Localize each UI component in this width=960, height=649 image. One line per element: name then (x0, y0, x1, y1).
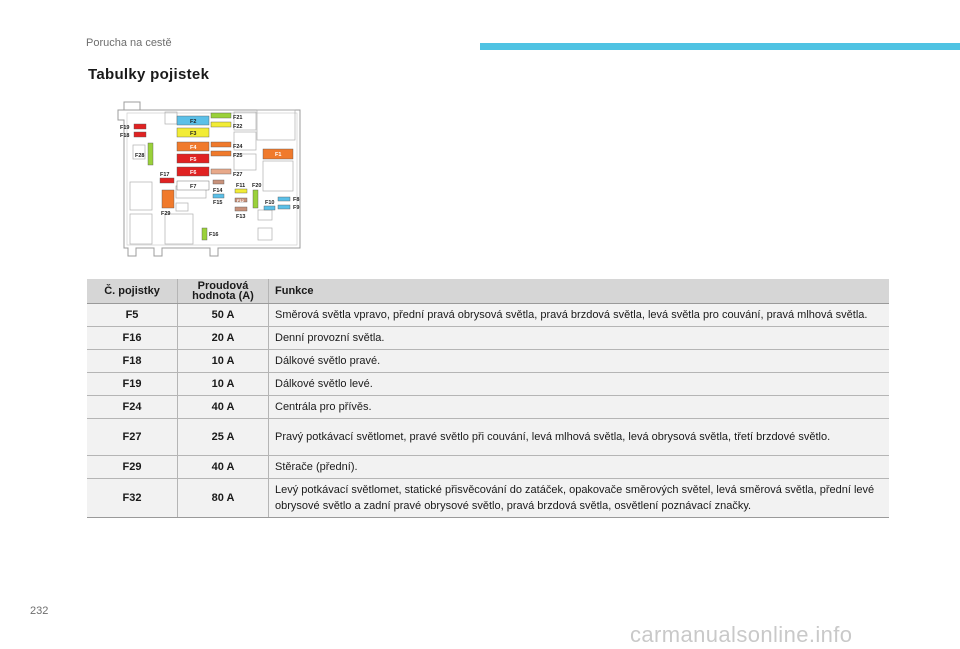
fuse-number-cell: F29 (87, 456, 178, 479)
table-row (87, 350, 889, 373)
fuse-number-cell: F24 (87, 396, 178, 419)
label-f11: F11 (236, 183, 246, 189)
fuse-f16 (202, 228, 207, 240)
label-f5: F5 (190, 157, 197, 163)
rating-cell: 40 A (178, 396, 269, 419)
fuse-number-cell: F18 (87, 350, 178, 373)
label-f28: F28 (135, 153, 145, 159)
header-rating-line2: hodnota (A) (192, 290, 254, 302)
table-row (87, 373, 889, 396)
label-f16: F16 (209, 232, 219, 238)
function-cell: Dálkové světlo pravé. (269, 350, 890, 373)
fuse-f20 (253, 190, 258, 208)
label-f29: F29 (161, 211, 171, 217)
rating-cell: 80 A (178, 479, 269, 518)
fuse-f19 (134, 124, 146, 129)
rating-cell: 10 A (178, 350, 269, 373)
label-f13: F13 (236, 214, 246, 220)
page-heading: Tabulky pojistek (88, 66, 210, 83)
header-accent-bar (480, 43, 960, 50)
fuse-f14 (213, 180, 224, 184)
fuse-f17 (160, 178, 174, 183)
label-f3: F3 (190, 131, 197, 137)
fuse-number-cell: F19 (87, 373, 178, 396)
function-cell: Pravý potkávací světlomet, pravé světlo při couvání, levá mlhová světla, levá obrysová světla, třetí brzdové světlo. (269, 419, 890, 456)
header-rating (178, 279, 269, 304)
fuse-number-cell: F16 (87, 327, 178, 350)
fuse-f10 (264, 206, 275, 210)
label-f25: F25 (233, 153, 243, 159)
function-cell: Levý potkávací světlomet, statické přisvěcování do zatáček, opakovače směrových světel, levá směrová světla, přední levé obrysové světlo a zadní pravé obrysové světlo, pravá brzdová světla, osvětlení poznávací značky. (269, 479, 890, 518)
label-f27: F27 (233, 172, 243, 178)
table-row (87, 456, 889, 479)
fuse-f28 (148, 143, 153, 165)
fuse-f8 (278, 197, 290, 201)
label-f12: F12 (237, 198, 244, 203)
rating-cell: 25 A (178, 419, 269, 456)
fuse-f25 (211, 151, 231, 156)
label-f24: F24 (233, 144, 243, 150)
label-f8: F8 (293, 197, 300, 203)
fuse-f22 (211, 122, 231, 127)
fuse-box-diagram (110, 98, 315, 258)
table-row (87, 419, 889, 456)
fuse-f21 (211, 113, 231, 118)
function-cell: Stěrače (přední). (269, 456, 890, 479)
label-f10: F10 (265, 200, 275, 206)
table-row (87, 479, 889, 518)
label-f20: F20 (252, 183, 262, 189)
fuse-f13 (235, 207, 247, 211)
fuse-table (87, 279, 889, 518)
page-number: 232 (30, 605, 49, 617)
rating-cell: 20 A (178, 327, 269, 350)
rating-cell: 40 A (178, 456, 269, 479)
fuse-number-cell: F27 (87, 419, 178, 456)
label-f2: F2 (190, 119, 197, 125)
label-f21: F21 (233, 115, 243, 121)
label-f7: F7 (190, 184, 197, 190)
label-f22: F22 (233, 124, 243, 130)
label-f14: F14 (213, 188, 223, 194)
label-f9: F9 (293, 205, 300, 211)
fuse-f9 (278, 205, 290, 209)
fuse-f24 (211, 142, 231, 147)
function-cell: Denní provozní světla. (269, 327, 890, 350)
fuse-f15 (213, 194, 224, 198)
table-row (87, 327, 889, 350)
fuse-f27 (211, 169, 231, 174)
fuse-f18 (134, 132, 146, 137)
function-cell: Směrová světla vpravo, přední pravá obrysová světla, pravá brzdová světla, levá světla pro couvání, pravá mlhová světla. (269, 304, 890, 327)
label-f1: F1 (275, 152, 282, 158)
watermark: carmanualsonline.info (630, 622, 853, 647)
header-rating-line1: Proudová (197, 280, 249, 292)
function-cell: Dálkové světlo levé. (269, 373, 890, 396)
label-f17: F17 (160, 172, 170, 178)
rating-cell: 10 A (178, 373, 269, 396)
fuse-f11 (235, 189, 247, 193)
rating-cell: 50 A (178, 304, 269, 327)
label-f6: F6 (190, 170, 197, 176)
label-f19: F19 (120, 125, 130, 131)
label-f18: F18 (120, 133, 130, 139)
fuse-table-header-row (87, 279, 889, 304)
fuse-number-cell: F5 (87, 304, 178, 327)
label-f4: F4 (190, 145, 197, 151)
header-function: Funkce (269, 279, 890, 304)
table-row (87, 304, 889, 327)
function-cell: Centrála pro přívěs. (269, 396, 890, 419)
header-fuse-number: Č. pojistky (87, 279, 178, 304)
label-f15: F15 (213, 200, 223, 206)
fuse-f29 (162, 190, 174, 208)
table-row (87, 396, 889, 419)
section-title: Porucha na cestě (86, 37, 172, 49)
fuse-number-cell: F32 (87, 479, 178, 518)
